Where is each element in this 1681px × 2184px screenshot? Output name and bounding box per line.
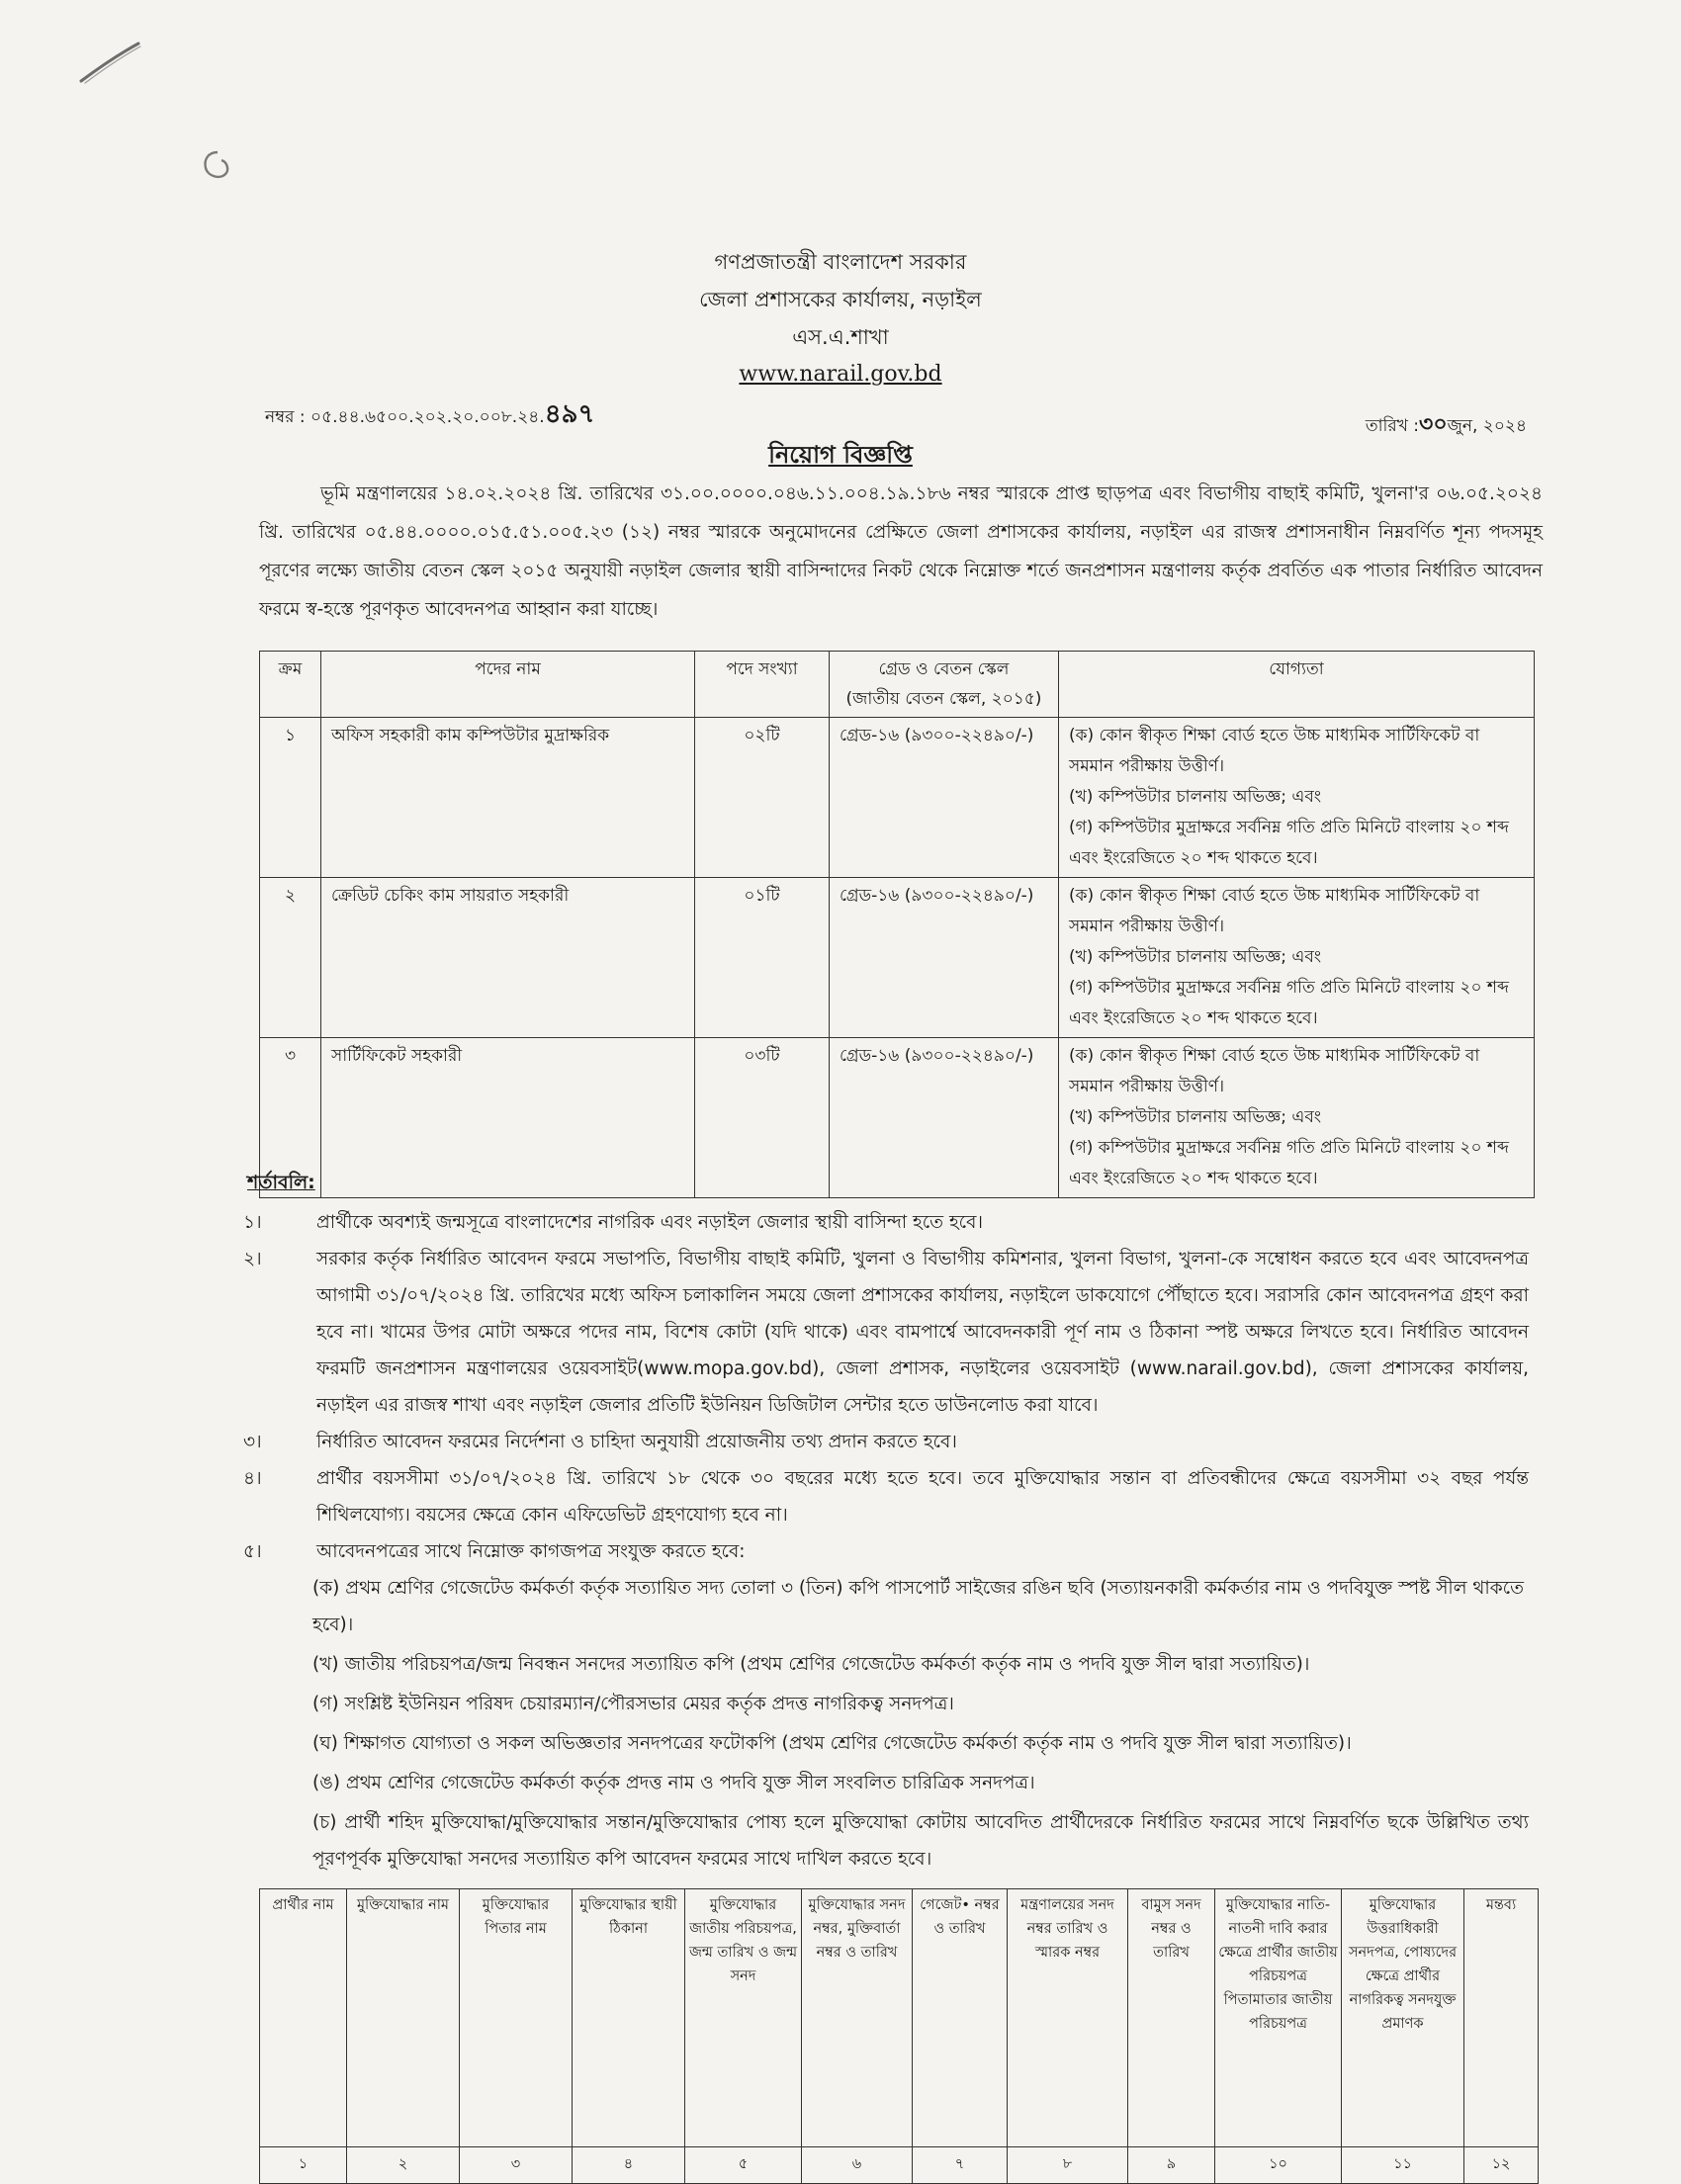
office-name: জেলা প্রশাসকের কার্যালয়, নড়াইল bbox=[699, 288, 982, 311]
row-post-count: ০২টি bbox=[695, 718, 830, 878]
row-post-name: সার্টিফিকেট সহকারী bbox=[321, 1038, 695, 1198]
ff-col-header: গেজেট• নম্বর ও তারিখ bbox=[913, 1889, 1008, 2147]
ff-col-number: ৫ bbox=[685, 2147, 802, 2184]
term-number: ১। bbox=[243, 1212, 262, 1233]
qualification-c: (গ) কম্পিউটার মুদ্রাক্ষরে সর্বনিম্ন গতি প্রতি মিনিটে বাংলায় ২০ শব্দ এবং ইংরেজিতে ২০ শব্দ থাকতে হবে। bbox=[1069, 978, 1509, 1028]
term-text: আবেদনপত্রের সাথে নিম্নোক্ত কাগজপত্র সংযুক্ত করতে হবে: bbox=[316, 1541, 746, 1562]
row-grade: গ্রেড-১৬ (৯৩০০-২২৪৯০/-) bbox=[830, 878, 1059, 1038]
ff-col-header: মুক্তিযোদ্ধার পিতার নাম bbox=[460, 1889, 573, 2147]
ff-col-number: ৯ bbox=[1128, 2147, 1215, 2184]
term-item bbox=[243, 1460, 1529, 1533]
row-post-count: ০৩টি bbox=[695, 1038, 830, 1198]
ff-col-header: মুক্তিযোদ্ধার নাম bbox=[347, 1889, 460, 2147]
branch-name: এস.এ.শাখা bbox=[792, 325, 889, 349]
posts-table-header bbox=[260, 652, 1535, 718]
ff-col-number: ১ bbox=[260, 2147, 347, 2184]
term-text: নির্ধারিত আবেদন ফরমের নির্দেশনা ও চাহিদা অনুযায়ী প্রয়োজনীয় তথ্য প্রদান করতে হবে। bbox=[316, 1432, 957, 1452]
qualification-a: (ক) কোন স্বীকৃত শিক্ষা বোর্ড হতে উচ্চ মাধ্যমিক সার্টিফিকেট বা সমমান পরীক্ষায় উত্তীর্ণ। bbox=[1069, 1046, 1480, 1096]
ff-table-number-row bbox=[260, 2147, 1539, 2184]
memo-number-prefix: নম্বর : ০৫.৪৪.৬৫০০.২০২.২০.০০৮.২৪. bbox=[265, 407, 545, 427]
row-post-name: ক্রেডিট চেকিং কাম সায়রাত সহকারী bbox=[321, 878, 695, 1038]
ff-col-header: মন্ত্রণালয়ের সনদ নম্বর তারিখ ও স্মারক নম্বর bbox=[1008, 1889, 1128, 2147]
memo-date-prefix: তারিখ : bbox=[1365, 416, 1420, 436]
ff-col-number: ২ bbox=[347, 2147, 460, 2184]
ff-col-number: ১২ bbox=[1464, 2147, 1539, 2184]
row-serial: ২ bbox=[260, 878, 321, 1038]
document-item: (ক) প্রথম শ্রেণির গেজেটেড কর্মকর্তা কর্তৃক সত্যায়িত সদ্য তোলা ৩ (তিন) কপি পাসপোর্ট সাইজের রঙিন ছবি (সত্যায়নকারী কর্মকর্তার নাম ও পদবিযুক্ত স্পষ্ট সীল থাকতে হবে)। bbox=[312, 1578, 1524, 1635]
ff-col-header: মুক্তিযোদ্ধার স্থায়ী ঠিকানা bbox=[573, 1889, 685, 2147]
ff-col-number: ১০ bbox=[1215, 2147, 1342, 2184]
ff-col-header: মুক্তিযোদ্ধার নাতি-নাতনী দাবি করার ক্ষেত্রে প্রার্থীর জাতীয় পরিচয়পত্র পিতামাতার জাতীয় পরিচয়পত্র bbox=[1215, 1889, 1342, 2147]
term-text: প্রার্থীর বয়সসীমা ৩১/০৭/২০২৪ খ্রি. তারিখে ১৮ থেকে ৩০ বছরের মধ্যে হতে হবে। তবে মুক্তিযোদ্ধার সন্তান বা প্রতিবন্ধীদের ক্ষেত্রে বয়সসীমা ৩২ বছর পর্যন্ত শিথিলযোগ্য। বয়সের ক্ষেত্রে কোন এফিডেভিট গ্রহণযোগ্য হবে না। bbox=[316, 1468, 1529, 1526]
header-serial: ক্রম bbox=[260, 652, 321, 718]
notice-title: নিয়োগ বিজ্ঞপ্তি bbox=[768, 441, 913, 469]
table-row bbox=[260, 718, 1535, 878]
document-item: (ঘ) শিক্ষাগত যোগ্যতা ও সকল অভিজ্ঞতার সনদপত্রের ফটোকপি (প্রথম শ্রেণির গেজেটেড কর্মকর্তা কর্তৃক নাম ও পদবি যুক্ত সীল দ্বারা সত্যায়িত)। bbox=[312, 1733, 1352, 1754]
ff-col-header: প্রার্থীর নাম bbox=[260, 1889, 347, 2147]
header-post-name: পদের নাম bbox=[321, 652, 695, 718]
term-number: ২। bbox=[243, 1249, 262, 1269]
memo-number-handwritten: ৪৯৭ bbox=[544, 399, 595, 429]
document-item: (ঙ) প্রথম শ্রেণির গেজেটেড কর্মকর্তা কর্তৃক প্রদত্ত নাম ও পদবি যুক্ত সীল সংবলিত চারিত্রিক সনদপত্র। bbox=[312, 1773, 1035, 1793]
term-number: ৪। bbox=[243, 1468, 262, 1489]
term-number: ৫। bbox=[243, 1541, 262, 1562]
document-item: (খ) জাতীয় পরিচয়পত্র/জন্ম নিবন্ধন সনদের সত্যায়িত কপি (প্রথম শ্রেণির গেজেটেড কর্মকর্তা কর্তৃক নাম ও পদবি যুক্ত সীল দ্বারা সত্যায়িত)। bbox=[312, 1654, 1310, 1675]
ff-col-header: মুক্তিযোদ্ধার উত্তরাধিকারী সনদপত্র, পোষ্যদের ক্ষেত্রে প্রার্থীর নাগরিকত্ব সনদযুক্ত প্রমাণক bbox=[1342, 1889, 1464, 2147]
row-serial: ৩ bbox=[260, 1038, 321, 1198]
terms-list bbox=[243, 1204, 1529, 1878]
ff-col-number: ৩ bbox=[460, 2147, 573, 2184]
row-qualification bbox=[1059, 718, 1535, 878]
header-grade bbox=[830, 652, 1059, 718]
memo-date-rest: জুন, ২০২৪ bbox=[1447, 416, 1527, 436]
header-post-count: পদে সংখ্যা bbox=[695, 652, 830, 718]
header-grade-line2: (জাতীয় বেতন স্কেল, ২০১৫) bbox=[845, 689, 1042, 709]
memo-date-day-handwritten: ৩০ bbox=[1419, 412, 1448, 437]
row-grade: গ্রেড-১৬ (৯৩০০-২২৪৯০/-) bbox=[830, 718, 1059, 878]
ff-col-header: মন্তব্য bbox=[1464, 1889, 1539, 2147]
ff-col-number: ৪ bbox=[573, 2147, 685, 2184]
document-item: (চ) প্রার্থী শহিদ মুক্তিযোদ্ধা/মুক্তিযোদ্ধার সন্তান/মুক্তিযোদ্ধার পোষ্য হলে মুক্তিযোদ্ধা কোটায় আবেদিত প্রার্থীদেরকে নির্ধারিত ফরমের সাথে নিম্নবর্ণিত ছকে উল্লিখিত তথ্য পূরণপূর্বক মুক্তিযোদ্ধা সনদের সত্যায়িত কপি আবেদন ফরমের সাথে দাখিল করতে হবে। bbox=[312, 1812, 1529, 1870]
term-text: সরকার কর্তৃক নির্ধারিত আবেদন ফরমে সভাপতি, বিভাগীয় বাছাই কমিটি, খুলনা ও বিভাগীয় কমিশনার, খুলনা বিভাগ, খুলনা-কে সম্বোধন করতে হবে এবং আবেদনপত্র আগামী ৩১/০৭/২০২৪ খ্রি. তারিখের মধ্যে অফিস চলাকালিন সময়ে জেলা প্রশাসকের কার্যালয়, নড়াইলে ডাকযোগে পৌঁছাতে হবে। সরাসরি কোন আবেদনপত্র গ্রহণ করা হবে না। খামের উপর মোটা অক্ষরে পদের নাম, বিশেষ কোটা (যদি থাকে) এবং বামপার্শ্বে আবেদনকারী পূর্ণ নাম ও ঠিকানা স্পষ্ট অক্ষরে লিখতে হবে। নির্ধারিত আবেদন ফরমটি জনপ্রশাসন মন্ত্রণালয়ের ওয়েবসাইট(www.mopa.gov.bd), জেলা প্রশাসক, নড়াইলের ওয়েবসাইট (www.narail.gov.bd), জেলা প্রশাসকের কার্যালয়, নড়াইল এর রাজস্ব শাখা এবং নড়াইল জেলার প্রতিটি ইউনিয়ন ডিজিটাল সেন্টার হতে ডাউনলোড করা যাবে। bbox=[316, 1249, 1529, 1416]
table-row bbox=[260, 1038, 1535, 1198]
row-post-name: অফিস সহকারী কাম কম্পিউটার মুদ্রাক্ষরিক bbox=[321, 718, 695, 878]
letterhead bbox=[0, 243, 1681, 393]
intro-paragraph: ভূমি মন্ত্রণালয়ের ১৪.০২.২০২৪ খ্রি. তারিখের ৩১.০০.০০০০.০৪৬.১১.০০৪.১৯.১৮৬ নম্বর স্মারকে প্রাপ্ত ছাড়পত্র এবং বিভাগীয় বাছাই কমিটি, খুলনা'র ০৬.০৫.২০২৪ খ্রি. তারিখের ০৫.৪৪.০০০০.০১৫.৫১.০০৫.২৩ (১২) নম্বর স্মারকে অনুমোদনের প্রেক্ষিতে জেলা প্রশাসকের কার্যালয়, নড়াইল এর রাজস্ব প্রশাসনাধীন নিম্নবর্ণিত শূন্য পদসমূহ পূরণের লক্ষ্যে জাতীয় বেতন স্কেল ২০১৫ অনুযায়ী নড়াইল জেলার স্থায়ী বাসিন্দাদের নিকট থেকে নিম্নোক্ত শর্তে জনপ্রশাসন মন্ত্রণালয় কর্তৃক প্রবর্তিত এক পাতার নির্ধারিত আবেদন ফরমে স্ব-হস্তে পূরণকৃত আবেদনপত্র আহ্বান করা যাচ্ছে। bbox=[259, 483, 1543, 620]
row-post-count: ০১টি bbox=[695, 878, 830, 1038]
required-documents-list bbox=[243, 1570, 1529, 1878]
posts-table bbox=[259, 651, 1535, 1198]
freedom-fighter-info-table bbox=[259, 1888, 1539, 2184]
ff-col-header: মুক্তিযোদ্ধার জাতীয় পরিচয়পত্র, জন্ম তারিখ ও জন্ম সনদ bbox=[685, 1889, 802, 2147]
government-name: গণপ্রজাতন্ত্রী বাংলাদেশ সরকার bbox=[714, 250, 967, 274]
memo-number bbox=[265, 393, 594, 437]
ff-col-header: বামুস সনদ নম্বর ও তারিখ bbox=[1128, 1889, 1215, 2147]
terms-title: শর্তাবলি: bbox=[247, 1172, 315, 1193]
qualification-a: (ক) কোন স্বীকৃত শিক্ষা বোর্ড হতে উচ্চ মাধ্যমিক সার্টিফিকেট বা সমমান পরীক্ষায় উত্তীর্ণ। bbox=[1069, 886, 1480, 936]
pen-stroke-mark bbox=[77, 38, 146, 87]
term-item bbox=[243, 1204, 1529, 1241]
punch-hole-mark bbox=[198, 146, 237, 186]
ff-col-number: ৬ bbox=[802, 2147, 913, 2184]
term-text: প্রার্থীকে অবশ্যই জন্মসূত্রে বাংলাদেশের নাগরিক এবং নড়াইল জেলার স্থায়ী বাসিন্দা হতে হবে। bbox=[316, 1212, 984, 1233]
ff-col-number: ৭ bbox=[913, 2147, 1008, 2184]
term-item bbox=[243, 1533, 1529, 1570]
row-qualification bbox=[1059, 1038, 1535, 1198]
website-link[interactable]: www.narail.gov.bd bbox=[739, 362, 942, 387]
qualification-c: (গ) কম্পিউটার মুদ্রাক্ষরে সর্বনিম্ন গতি প্রতি মিনিটে বাংলায় ২০ শব্দ এবং ইংরেজিতে ২০ শব্দ থাকতে হবে। bbox=[1069, 818, 1509, 868]
ff-col-header: মুক্তিযোদ্ধার সনদ নম্বর, মুক্তিবার্তা নম্বর ও তারিখ bbox=[802, 1889, 913, 2147]
row-serial: ১ bbox=[260, 718, 321, 878]
table-row bbox=[260, 878, 1535, 1038]
qualification-b: (খ) কম্পিউটার চালনায় অভিজ্ঞ; এবং bbox=[1069, 787, 1322, 807]
qualification-c: (গ) কম্পিউটার মুদ্রাক্ষরে সর্বনিম্ন গতি প্রতি মিনিটে বাংলায় ২০ শব্দ এবং ইংরেজিতে ২০ শব্দ থাকতে হবে। bbox=[1069, 1138, 1509, 1188]
row-grade: গ্রেড-১৬ (৯৩০০-২২৪৯০/-) bbox=[830, 1038, 1059, 1198]
qualification-b: (খ) কম্পিউটার চালনায় অভিজ্ঞ; এবং bbox=[1069, 947, 1322, 967]
term-item bbox=[243, 1424, 1529, 1460]
ff-col-number: ৮ bbox=[1008, 2147, 1128, 2184]
term-item bbox=[243, 1241, 1529, 1424]
row-qualification bbox=[1059, 878, 1535, 1038]
header-qualification: যোগ্যতা bbox=[1059, 652, 1535, 718]
term-number: ৩। bbox=[243, 1432, 262, 1452]
document-item: (গ) সংশ্লিষ্ট ইউনিয়ন পরিষদ চেয়ারম্যান/পৌরসভার মেয়র কর্তৃক প্রদত্ত নাগরিকত্ব সনদপত্র। bbox=[312, 1694, 954, 1714]
ff-col-number: ১১ bbox=[1342, 2147, 1464, 2184]
qualification-a: (ক) কোন স্বীকৃত শিক্ষা বোর্ড হতে উচ্চ মাধ্যমিক সার্টিফিকেট বা সমমান পরীক্ষায় উত্তীর্ণ। bbox=[1069, 726, 1480, 776]
qualification-b: (খ) কম্পিউটার চালনায় অভিজ্ঞ; এবং bbox=[1069, 1107, 1322, 1127]
ff-table-header bbox=[260, 1889, 1539, 2147]
header-grade-line1: গ্রেড ও বেতন স্কেল bbox=[878, 659, 1010, 679]
